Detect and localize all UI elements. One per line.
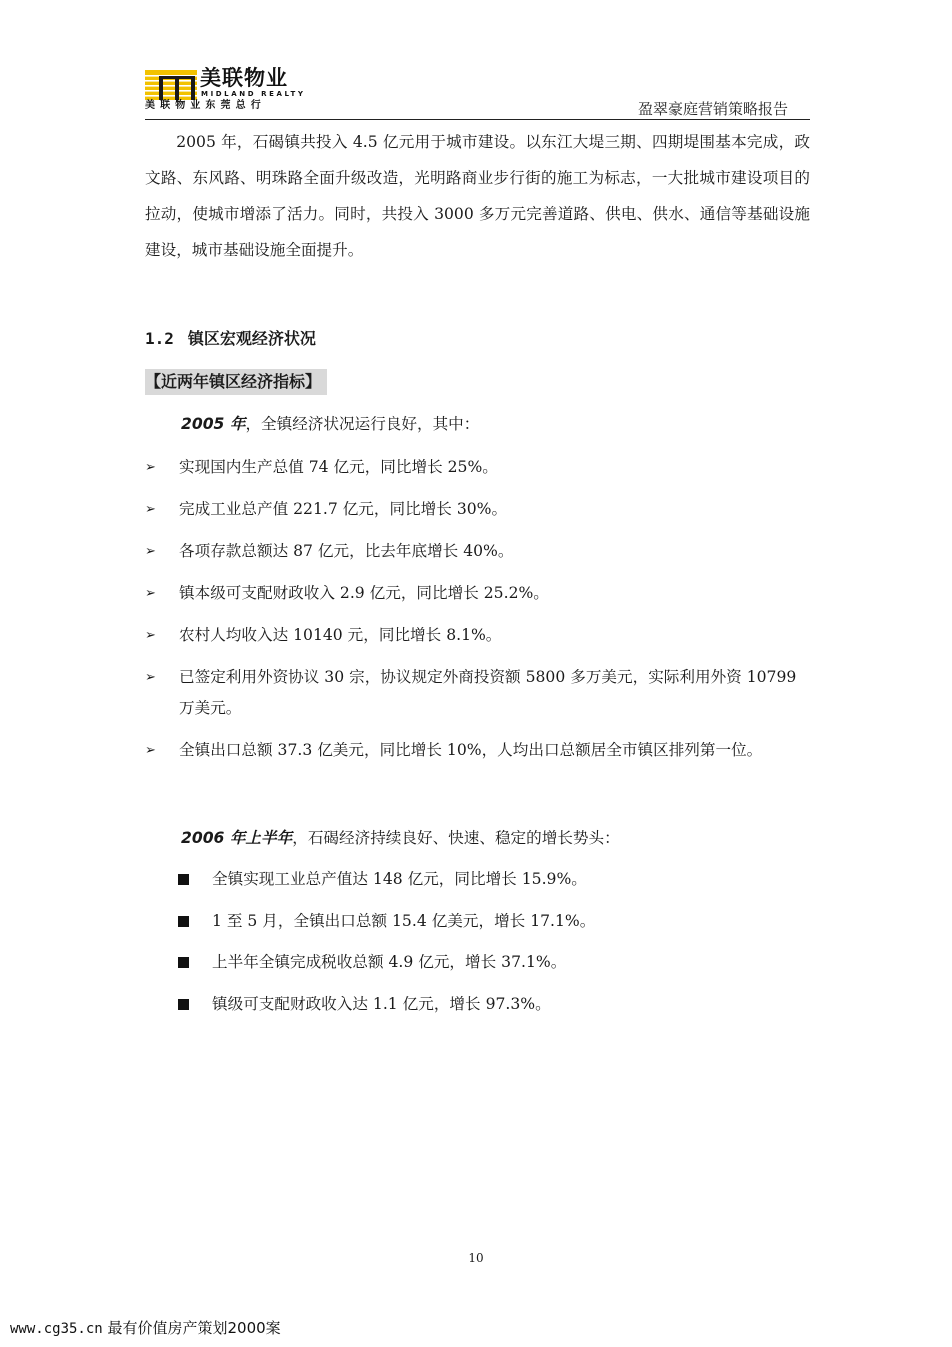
intro-paragraph: 2005 年，石碣镇共投入 4.5 亿元用于城市建设。以东江大堤三期、四期堤围基本完成，政文路、东风路、明珠路全面升级改造，光明路商业步行街的施工为标志，一大批城市建设项目的拉动，使城市增添了活力。同时，共投入 3000 多万元完善道路、供电、供水、通信等基础设施建设，城市基础设施全面提升。	[145, 133, 810, 259]
arrowhead-bullet-icon: ➢	[145, 743, 156, 758]
arrowhead-bullet-icon: ➢	[145, 502, 156, 517]
page-header	[145, 66, 810, 122]
list-item-text: 全镇出口总额 37.3 亿美元，同比增长 10%，人均出口总额居全市镇区排列第一位。	[179, 741, 763, 759]
list-item	[145, 578, 810, 609]
list-item	[145, 735, 810, 766]
year-2005-text: ，全镇经济状况运行良好，其中：	[245, 415, 480, 433]
list-item	[145, 662, 810, 724]
year-2006-list	[178, 865, 810, 1031]
list-item-text: 完成工业总产值 221.7 亿元，同比增长 30%。	[179, 500, 508, 518]
list-item-text: 各项存款总额达 87 亿元，比去年底增长 40%。	[179, 542, 514, 560]
list-item-text: 镇级可支配财政收入达 1.1 亿元，增长 97.3%。	[212, 994, 551, 1013]
list-item-text: 镇本级可支配财政收入 2.9 亿元，同比增长 25.2%。	[179, 584, 549, 602]
footer-url: www.cg35.cn	[10, 1321, 103, 1337]
year-2006-intro	[181, 824, 620, 852]
logo-chinese-name: 美联物业	[200, 66, 288, 90]
arrowhead-bullet-icon: ➢	[145, 628, 156, 643]
arrowhead-bullet-icon: ➢	[145, 586, 156, 601]
list-item-text: 上半年全镇完成税收总额 4.9 亿元，增长 37.1%。	[212, 953, 567, 971]
arrowhead-bullet-icon: ➢	[145, 670, 156, 685]
arrowhead-bullet-icon: ➢	[145, 460, 156, 475]
intro-section	[145, 124, 810, 268]
midland-building-logo-icon	[145, 70, 197, 100]
year-2005-intro	[181, 410, 479, 438]
square-bullet-icon	[178, 999, 189, 1010]
list-item	[145, 620, 810, 651]
list-item	[178, 907, 810, 935]
logo-subtitle: 美联物业东莞总行	[145, 100, 266, 111]
list-item	[145, 452, 810, 483]
year-2005-list	[145, 452, 810, 777]
list-item	[145, 494, 810, 525]
logo-english-name: MIDLAND REALTY	[201, 90, 306, 98]
header-divider	[145, 119, 810, 120]
page-number: 10	[468, 1251, 484, 1265]
list-item-text: 农村人均收入达 10140 元，同比增长 8.1%。	[179, 626, 502, 644]
indicator-box-heading: 【近两年镇区经济指标】	[145, 369, 327, 395]
arrowhead-bullet-icon: ➢	[145, 544, 156, 559]
year-2006-text: ，石碣经济持续良好、快速、稳定的增长势头：	[292, 829, 620, 847]
square-bullet-icon	[178, 957, 189, 968]
list-item	[178, 990, 810, 1018]
section-number: 1.2	[145, 329, 174, 348]
report-title: 盈翠豪庭营销策略报告	[637, 100, 788, 118]
page-footer	[10, 1317, 281, 1340]
square-bullet-icon	[178, 874, 189, 885]
list-item	[145, 536, 810, 567]
year-2006-label: 2006 年上半年	[181, 829, 293, 847]
midland-logo	[145, 66, 315, 114]
square-bullet-icon	[178, 916, 189, 927]
year-2005-label: 2005 年	[181, 415, 246, 433]
list-item-text: 已签定利用外资协议 30 宗，协议规定外商投资额 5800 多万美元，实际利用外资 10799 万美元。	[179, 668, 797, 717]
list-item-text: 1 至 5 月，全镇出口总额 15.4 亿美元，增长 17.1%。	[212, 911, 596, 930]
section-title: 镇区宏观经济状况	[187, 329, 316, 348]
list-item	[178, 865, 810, 893]
list-item	[178, 948, 810, 976]
list-item-text: 全镇实现工业总产值达 148 亿元，同比增长 15.9%。	[212, 870, 587, 888]
list-item-text: 实现国内生产总值 74 亿元，同比增长 25%。	[179, 458, 498, 476]
footer-tagline: 最有价值房产策划2000案	[107, 1319, 281, 1337]
section-heading	[145, 325, 316, 353]
